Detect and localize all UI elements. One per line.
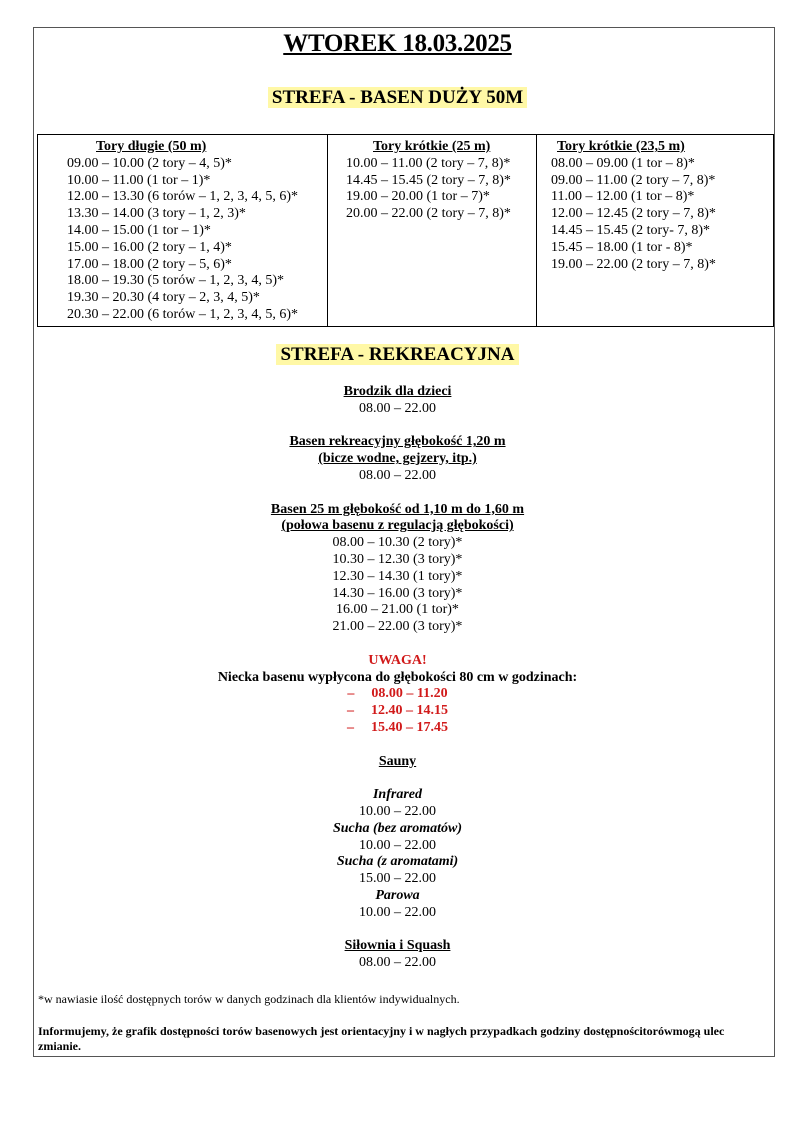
sauna-hours: 10.00 – 22.00 xyxy=(359,837,436,853)
lanes-col-short25 xyxy=(328,135,537,327)
lanes-col-long-list xyxy=(38,156,327,324)
lane-slot: 19.00 – 22.00 (2 tory – 7, 8)* xyxy=(551,256,716,272)
sauna-name: Sucha (z aromatami) xyxy=(336,854,459,870)
pool25-slot: 08.00 – 10.30 (2 tory)* xyxy=(332,535,463,551)
kids-pool-title: Brodzik dla dzieci xyxy=(343,384,452,399)
zone-large-pool-heading xyxy=(0,87,795,109)
lane-slot: 09.00 – 10.00 (2 tory – 4, 5)* xyxy=(67,155,232,171)
lanes-col-short25-header: Tory krótkie (25 m) xyxy=(373,139,491,154)
lanes-col-short235-header: Tory krótkie (23,5 m) xyxy=(557,139,685,154)
lane-slot: 20.00 – 22.00 (2 tory – 7, 8)* xyxy=(346,206,511,222)
sauna-hours: 10.00 – 22.00 xyxy=(359,904,436,920)
lane-slot: 14.45 – 15.45 (2 tory – 7, 8)* xyxy=(346,172,511,188)
warning-dash: – xyxy=(347,703,354,719)
lane-slot: 15.00 – 16.00 (2 tory – 1, 4)* xyxy=(67,239,232,255)
page-title: WTOREK 18.03.2025 xyxy=(283,30,512,57)
lanes-table xyxy=(37,134,774,327)
lane-slot: 12.00 – 12.45 (2 tory – 7, 8)* xyxy=(551,206,716,222)
zone-large-pool-label: STREFA - BASEN DUŻY 50M xyxy=(268,87,527,108)
warning-slot-text: 12.40 – 14.15 xyxy=(371,703,448,719)
footnote: *w nawiasie ilość dostępnych torów w danych godzinach dla klientów indywidualnych. xyxy=(38,992,460,1006)
lane-slot: 13.30 – 14.00 (3 tory – 1, 2, 3)* xyxy=(67,206,246,222)
lanes-col-short25-list xyxy=(328,156,536,223)
saunas-title: Sauny xyxy=(378,753,417,769)
warning-slot xyxy=(0,703,795,720)
warning-slot-text: 15.40 – 17.45 xyxy=(371,719,448,735)
warning-slot xyxy=(0,686,795,703)
lanes-col-short235 xyxy=(537,135,774,327)
kids-pool-hours: 08.00 – 22.00 xyxy=(359,400,436,416)
pool25-slot: 21.00 – 22.00 (3 tory)* xyxy=(332,619,463,635)
info-notice: Informujemy, że grafik dostępności torów basenowych jest orientacyjny i w nagłych przypadkach godziny dostępnościtorówmogą ulec zmianie. xyxy=(38,1024,725,1053)
lane-slot: 09.00 – 11.00 (2 tory – 7, 8)* xyxy=(551,172,716,188)
lane-slot: 10.00 – 11.00 (1 tor – 1)* xyxy=(67,172,211,188)
warning-slot xyxy=(0,720,795,737)
warning-hours-list xyxy=(0,686,795,736)
rec-pool-title: Basen rekreacyjny głębokość 1,20 m xyxy=(289,434,506,450)
pool25-subtitle: (połowa basenu z regulacją głębokości) xyxy=(281,518,514,534)
lane-slot: 17.00 – 18.00 (2 tory – 5, 6)* xyxy=(67,256,232,272)
lane-slot: 14.00 – 15.00 (1 tor – 1)* xyxy=(67,222,211,238)
warning-dash: – xyxy=(347,686,355,702)
lane-slot: 10.00 – 11.00 (2 tory – 7, 8)* xyxy=(346,155,511,171)
pool25-slot: 14.30 – 16.00 (3 tory)* xyxy=(332,585,463,601)
lanes-col-long xyxy=(38,135,328,327)
recreation-section xyxy=(0,384,795,972)
warning-text: Niecka basenu wypłycona do głębokości 80 cm w godzinach: xyxy=(217,669,578,685)
zone-recreation-label: STREFA - REKREACYJNA xyxy=(276,344,518,365)
lane-slot: 15.45 – 18.00 (1 tor - 8)* xyxy=(551,239,693,255)
pool25-title: Basen 25 m głębokość od 1,10 m do 1,60 m xyxy=(270,501,525,517)
pool25-slot: 16.00 – 21.00 (1 tor)* xyxy=(336,602,459,618)
lane-slot: 19.30 – 20.30 (4 tory – 2, 3, 4, 5)* xyxy=(67,290,260,306)
lanes-col-short235-list xyxy=(537,156,773,274)
pool25-hours-list xyxy=(0,535,795,636)
lane-slot: 08.00 – 09.00 (1 tor – 8)* xyxy=(551,155,695,171)
lane-slot: 20.30 – 22.00 (6 torów – 1, 2, 3, 4, 5, 6)* xyxy=(67,306,298,322)
warning-slot-text: 08.00 – 11.20 xyxy=(371,686,448,702)
sauna-hours: 10.00 – 22.00 xyxy=(359,803,436,819)
sauna-name: Parowa xyxy=(375,887,420,903)
gym-title: Siłownia i Squash xyxy=(344,938,451,954)
lane-slot: 11.00 – 12.00 (1 tor – 8)* xyxy=(551,189,695,205)
rec-pool-subtitle: (bicze wodne, gejzery, itp.) xyxy=(318,451,477,467)
lane-slot: 18.00 – 19.30 (5 torów – 1, 2, 3, 4, 5)* xyxy=(67,273,284,289)
pool25-slot: 10.30 – 12.30 (3 tory)* xyxy=(332,551,463,567)
lanes-col-long-header: Tory długie (50 m) xyxy=(96,139,207,154)
zone-recreation-heading xyxy=(0,344,795,366)
gym-hours: 08.00 – 22.00 xyxy=(359,955,436,971)
lane-slot: 12.00 – 13.30 (6 torów – 1, 2, 3, 4, 5, 6)* xyxy=(67,189,298,205)
sauna-hours: 15.00 – 22.00 xyxy=(359,871,436,887)
pool25-slot: 12.30 – 14.30 (1 tory)* xyxy=(332,568,463,584)
lane-slot: 14.45 – 15.45 (2 tory- 7, 8)* xyxy=(551,222,711,238)
rec-pool-hours: 08.00 – 22.00 xyxy=(359,467,436,483)
sauna-name: Sucha (bez aromatów) xyxy=(332,820,463,836)
lane-slot: 19.00 – 20.00 (1 tor – 7)* xyxy=(346,189,490,205)
warning-dash: – xyxy=(347,719,354,735)
saunas-list xyxy=(0,787,795,921)
sauna-name: Infrared xyxy=(372,787,422,803)
warning-title: UWAGA! xyxy=(368,652,427,668)
